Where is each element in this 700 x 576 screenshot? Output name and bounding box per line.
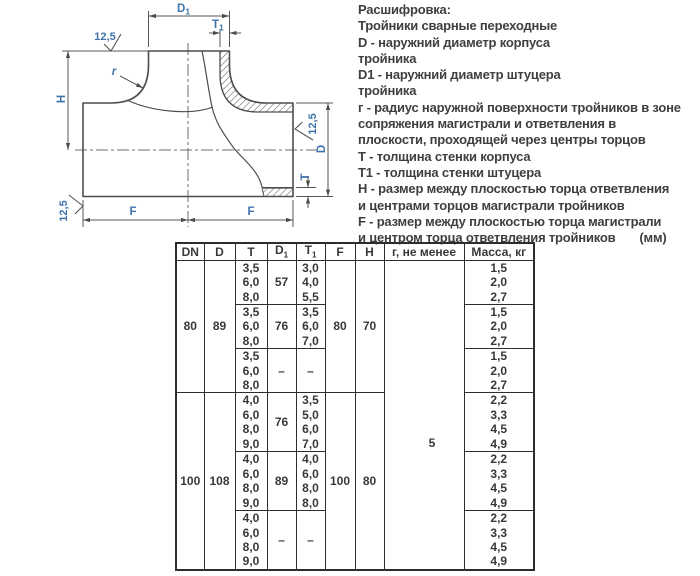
label-d1: $D_1$ [177, 3, 191, 17]
cell-t1: 7,0 [296, 437, 325, 452]
cell-t: 4,0 [235, 393, 267, 408]
cell-t: 9,0 [235, 437, 267, 452]
column-header: H [355, 243, 384, 261]
unit-note: (мм) [639, 230, 667, 246]
cell-t: 6,0 [235, 408, 267, 423]
legend-line: H - размер между плоскостью торца ответвления [358, 181, 670, 197]
cell-h: 80 [355, 393, 384, 570]
cell-t: 6,0 [235, 319, 267, 334]
label-r: r [111, 66, 117, 78]
cell-t1: 3,5 [296, 305, 325, 320]
cell-mass: 2,7 [464, 334, 534, 349]
cell-t1: 3,5 [296, 393, 325, 408]
cell-mass: 2,7 [464, 378, 534, 393]
cell-t: 9,0 [235, 496, 267, 511]
cell-h: 70 [355, 261, 384, 393]
cell-d1: 76 [267, 305, 296, 349]
cell-mass: 4,5 [464, 422, 534, 437]
label-f-left: F [129, 206, 137, 218]
cell-mass: 2,2 [464, 393, 534, 408]
dimensions-table-wrap [175, 242, 535, 571]
cell-t: 4,0 [235, 452, 267, 467]
cell-t: 8,0 [235, 422, 267, 437]
cell-t: 3,5 [235, 261, 267, 276]
legend-title: Расшифровка: [358, 2, 451, 17]
cell-dn: 80 [176, 261, 204, 393]
cell-t: 6,0 [235, 275, 267, 290]
cell-t1: 5,5 [296, 290, 325, 305]
cell-mass: 4,5 [464, 540, 534, 555]
cell-mass: 2,0 [464, 319, 534, 334]
cell-t: 8,0 [235, 378, 267, 393]
cell-t: 6,0 [235, 525, 267, 540]
cell-t: 8,0 [235, 540, 267, 555]
column-header: Масса, кг [464, 243, 534, 261]
label-t: T [300, 173, 312, 181]
column-header: DN [176, 243, 204, 261]
cell-mass: 1,5 [464, 305, 534, 320]
legend-line: Тройники сварные переходные [358, 18, 558, 34]
legend [358, 2, 698, 246]
label-d: D [316, 144, 328, 154]
column-header: г, не менее [384, 243, 464, 261]
cell-r-min: 5 [384, 261, 464, 570]
cell-t1: 6,0 [296, 422, 325, 437]
label-t1: $T_1$ [212, 19, 224, 33]
cell-t: 4,0 [235, 511, 267, 526]
label-roughness-right: 12,5 [307, 113, 319, 135]
cell-mass: 2,0 [464, 364, 534, 379]
cell-d: 89 [204, 261, 235, 393]
cell-dn: 100 [176, 393, 204, 570]
table-row [176, 261, 534, 276]
cell-mass: 2,0 [464, 275, 534, 290]
cell-d1: 76 [267, 393, 296, 452]
cell-d1: – [267, 349, 296, 393]
label-h: H [56, 94, 68, 104]
cell-mass: 2,2 [464, 511, 534, 526]
cell-mass: 2,2 [464, 452, 534, 467]
cell-t1: 5,0 [296, 408, 325, 423]
legend-line: D1 - наружний диаметр штуцера [358, 67, 561, 83]
legend-line: сопряжения магистрали и ответвления в [358, 116, 617, 132]
cell-t1: 8,0 [296, 496, 325, 511]
cell-t1: 7,0 [296, 334, 325, 349]
cell-mass: 3,3 [464, 467, 534, 482]
column-header: $T_1$ [296, 243, 325, 261]
cell-d1: 57 [267, 261, 296, 305]
cell-d1: 89 [267, 452, 296, 511]
column-header: $D_1$ [267, 243, 296, 261]
dimensions-table [175, 242, 535, 571]
cell-t1: 3,0 [296, 261, 325, 276]
cell-f: 100 [325, 393, 355, 570]
cell-f: 80 [325, 261, 355, 393]
cell-t1: 4,0 [296, 275, 325, 290]
table-body [176, 261, 534, 570]
legend-line: тройника [358, 83, 417, 99]
legend-line: тройника [358, 50, 417, 66]
legend-line: и центрами торцов магистрали тройников [358, 197, 625, 213]
table-header-row [176, 243, 534, 261]
cell-mass: 1,5 [464, 261, 534, 276]
column-header: D [204, 243, 235, 261]
cell-t: 9,0 [235, 555, 267, 570]
cell-t: 6,0 [235, 467, 267, 482]
table-row [176, 393, 534, 408]
cell-mass: 4,9 [464, 437, 534, 452]
label-roughness-bottom: 12,5 [58, 200, 70, 222]
cell-t1: – [296, 349, 325, 393]
label-f-right: F [247, 206, 255, 218]
cell-t1: 4,0 [296, 452, 325, 467]
cell-t1: 8,0 [296, 481, 325, 496]
cell-mass: 4,9 [464, 555, 534, 570]
cell-t1: 6,0 [296, 467, 325, 482]
column-header: T [235, 243, 267, 261]
cell-t: 8,0 [235, 481, 267, 496]
cell-t: 3,5 [235, 305, 267, 320]
cell-mass: 2,7 [464, 290, 534, 305]
cell-mass: 1,5 [464, 349, 534, 364]
legend-line: F - размер между плоскостью торца магистрали [358, 213, 662, 229]
cell-mass: 4,5 [464, 481, 534, 496]
label-roughness-top: 12,5 [94, 31, 116, 43]
column-header: F [325, 243, 355, 261]
cell-t: 8,0 [235, 290, 267, 305]
cell-d: 108 [204, 393, 235, 570]
legend-line: T - толщина стенки корпуса [358, 148, 531, 164]
legend-line-text: и центром торца ответвления тройников [358, 230, 616, 246]
legend-line: D - наружний диаметр корпуса [358, 34, 550, 50]
legend-line: плоскости, проходящей через центры торцов [358, 132, 646, 148]
tee-drawing [0, 0, 345, 240]
cell-t: 8,0 [235, 334, 267, 349]
table-head [176, 243, 534, 261]
cell-t: 3,5 [235, 349, 267, 364]
cell-t1: – [296, 511, 325, 570]
cell-mass: 3,3 [464, 525, 534, 540]
cell-t1: 6,0 [296, 319, 325, 334]
legend-line: г - радиус наружной поверхности тройников в зоне [358, 99, 681, 115]
cell-mass: 4,9 [464, 496, 534, 511]
cell-d1: – [267, 511, 296, 570]
cell-t: 6,0 [235, 364, 267, 379]
legend-line: T1 - толщина стенки штуцера [358, 164, 541, 180]
cell-mass: 3,3 [464, 408, 534, 423]
